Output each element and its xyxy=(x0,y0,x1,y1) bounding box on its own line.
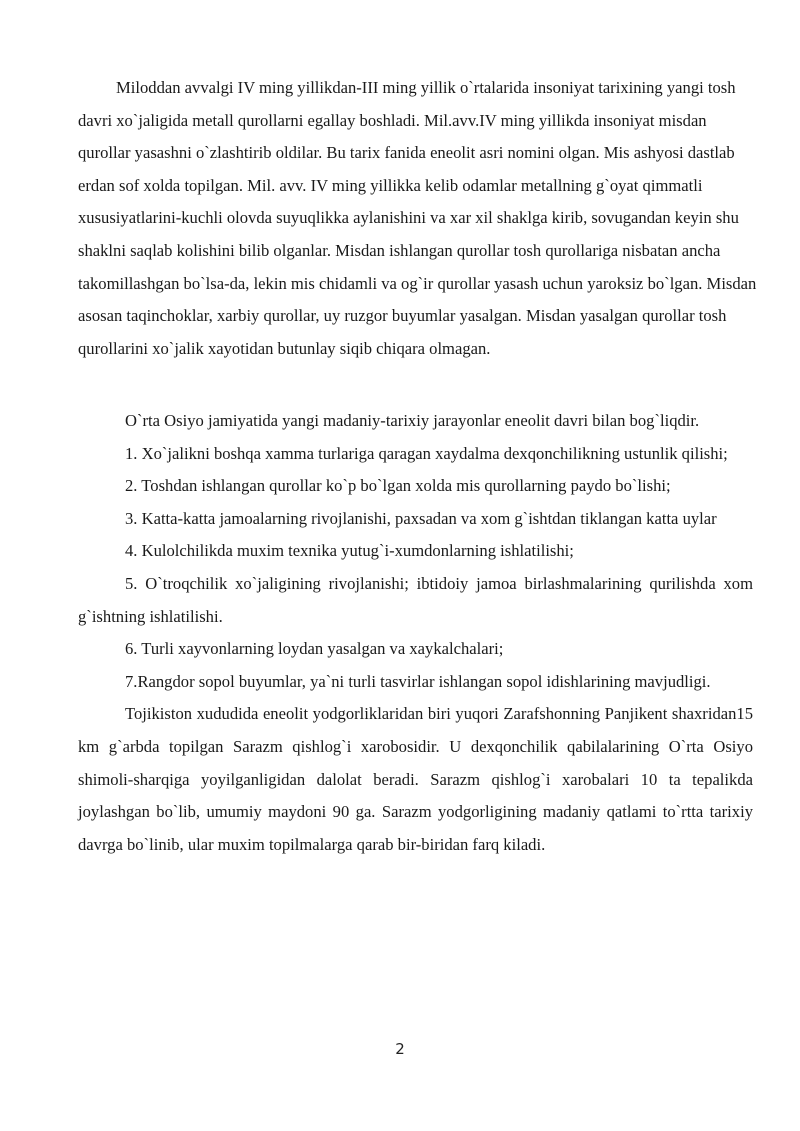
paragraph-central-asia: O`rta Osiyo jamiyatida yangi madaniy-tarixiy jarayonlar eneolit davri bilan bog`liqdir. xyxy=(125,411,700,430)
list-item-2: 2. Toshdan ishlangan qurollar ko`p bo`lgan xolda mis qurollarning paydo bo`lishi; xyxy=(125,476,671,496)
list-item-3: 3. Katta-katta jamoalarning rivojlanishi, paxsadan va xom g`ishtdan tiklangan katta uylar xyxy=(125,508,717,528)
list-item-4: 4. Kulolchilikda muxim texnika yutug`i-xumdonlarning ishlatilishi; xyxy=(125,541,574,561)
list-item-5: 5. O`troqchilik xo`jaligining rivojlanishi; ibtidoiy jamoa birlashmalarining qurilishda xom g`ishtning ishlatilishi. xyxy=(78,573,753,626)
paragraph-intro: Miloddan avvalgi IV ming yillikdan-III ming yillik o`rtalarida insoniyat tarixining yangi tosh davri xo`jaligida metall qurollarni egallay boshladi. Mil.avv.IV ming yillikda insoniyat misdan qurollar yasashni o`zlashtirib oldilar. Bu tarix fanida eneolit asri nomini olgan. Mis ashyosi dastlab erdan sof xolda topilgan. Mil. avv. IV ming yillikka kelib odamlar metallning g`oyat qimmatli xususiyatlarini-kuchli olovda suyuqlikka aylanishini va xar xil shaklga kirib, sovugandan keyin shu shaklni saqlab kolishini bilib olganlar. Misdan ishlangan qurollar tosh qurollariga nisbatan ancha takomillashgan bo`lsa-da, lekin mis chidamli va og`ir qurollar yasash uchun yaroksiz bo`lgan. Misdan asosan taqinchoklar, xarbiy qurollar, uy ruzgor buyumlar yasalgan. Misdan yasalgan qurollar tosh qurollarini xo`jalik xayotidan butunlay siqib chiqara olmagan. xyxy=(78,78,757,358)
list-item-6: 6. Turli xayvonlarning loydan yasalgan va xaykalchalari; xyxy=(125,639,504,659)
list-item-7: 7.Rangdor sopol buyumlar, ya`ni turli tasvirlar ishlangan sopol idishlarining mavjudligi. xyxy=(125,671,711,691)
page-number: 2 xyxy=(395,1040,405,1058)
list-item-1: 1. Xo`jalikni boshqa xamma turlariga qaragan xaydalma dexqonchilikning ustunlik qilishi; xyxy=(125,443,728,463)
paragraph-sarazm: Tojikiston xududida eneolit yodgorliklaridan biri yuqori Zarafshonning Panjikent shaxridan15 km g`arbda topilgan Sarazm qishlog`i xarobosidir. U dexqonchilik qabilalarining O`rta Osiyo shimoli-sharqiga yoyilganligidan dalolat beradi. Sarazm qishlog`i xarobalari 10 ta tepalikda joylashgan bo`lib, umumiy maydoni 90 ga. Sarazm yodgorligining madaniy qatlami to`rtta tarixiy davrga bo`linib, ular muxim topilmalarga qarab bir-biridan farq kiladi. xyxy=(78,704,753,854)
document-body xyxy=(78,405,753,861)
